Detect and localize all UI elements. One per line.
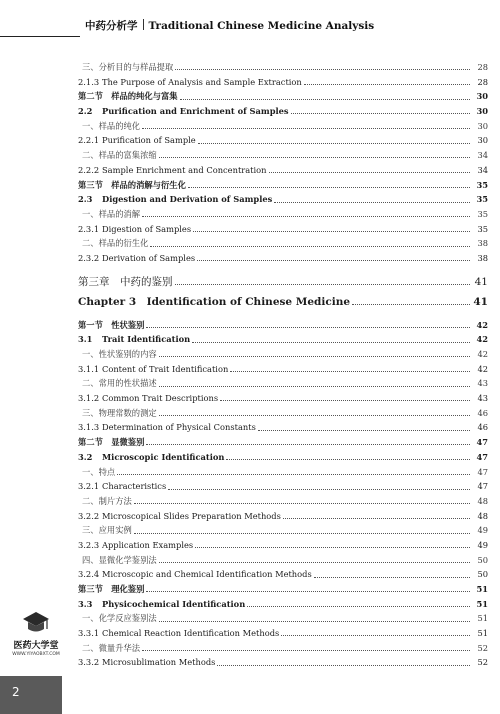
toc-entry-title: 一、性状鉴别的内容 xyxy=(82,349,157,359)
toc-page-number: 50 xyxy=(477,569,488,580)
toc-entry-title: Common Trait Descriptions xyxy=(102,393,219,404)
toc-entry-title: Microscopical Slides Preparation Methods xyxy=(102,510,281,521)
leader-dots xyxy=(281,634,470,636)
toc-page-number: 49 xyxy=(477,525,488,536)
toc-entry[interactable] xyxy=(78,509,488,524)
leader-dots xyxy=(195,546,470,548)
book-title-cn: 中药分析学 xyxy=(85,20,138,32)
toc-entry[interactable] xyxy=(78,119,488,134)
leader-dots xyxy=(314,576,470,578)
toc-entry[interactable] xyxy=(78,582,488,597)
toc-section-number: 3.2.2 xyxy=(78,510,100,521)
toc-entry-title: Purification of Sample xyxy=(102,135,196,146)
toc-entry-title: Physicochemical Identification xyxy=(102,598,246,609)
toc-section-number: 2.2 xyxy=(78,106,93,117)
toc-page-number: 46 xyxy=(477,422,488,433)
toc-entry-title: 二、样品的富集浓缩 xyxy=(82,150,157,161)
toc-entry[interactable] xyxy=(78,567,488,582)
leader-dots xyxy=(159,355,470,357)
toc-entry-title: Microscopic and Chemical Identification Methods xyxy=(102,569,312,580)
page-number: 2 xyxy=(12,685,20,699)
toc-entry-title: 一、特点 xyxy=(82,466,116,477)
toc-page-number: 41 xyxy=(474,275,488,288)
toc-entry[interactable] xyxy=(78,494,488,509)
toc-page-number: 51 xyxy=(476,584,488,594)
leader-dots xyxy=(175,68,470,70)
toc-page-number: 46 xyxy=(477,407,488,418)
toc-entry[interactable] xyxy=(78,655,488,670)
toc-entry-title: 第二节 显微鉴别 xyxy=(78,437,145,448)
toc-section-number: 3.2.4 xyxy=(78,569,100,580)
toc-page-number: 42 xyxy=(477,363,488,374)
toc-entry-title: Digestion of Samples xyxy=(102,223,192,234)
toc-page-number: 28 xyxy=(477,62,488,72)
toc-entry-title: 三、分析目的与样品提取 xyxy=(82,62,174,72)
toc-page-number: 47 xyxy=(476,451,488,462)
toc-entry[interactable] xyxy=(78,479,488,494)
toc-entry-title: 第三章 中药的鉴别 xyxy=(78,275,173,288)
toc-entry[interactable] xyxy=(78,362,488,377)
toc-page-number: 47 xyxy=(477,481,488,492)
toc-entry-title: Digestion and Derivation of Samples xyxy=(102,194,273,205)
leader-dots xyxy=(193,230,470,232)
toc-page-number: 30 xyxy=(476,106,488,117)
toc-chapter-entry[interactable] xyxy=(78,292,488,312)
leader-dots xyxy=(159,620,470,622)
leader-dots xyxy=(192,341,470,343)
toc-entry-title: Chapter 3 Identification of Chinese Medicine xyxy=(78,295,351,308)
toc-page-number: 30 xyxy=(477,120,488,131)
toc-page-number: 51 xyxy=(476,598,488,609)
toc-entry[interactable] xyxy=(78,347,488,362)
toc-entry-title: Content of Trait Identification xyxy=(102,363,229,374)
header-rule xyxy=(0,36,80,37)
leader-dots xyxy=(197,259,470,261)
toc-entry[interactable] xyxy=(78,318,488,333)
leader-dots xyxy=(146,443,470,445)
toc-entry-title: Derivation of Samples xyxy=(102,252,196,263)
toc-entry-title: 二、样品的衍生化 xyxy=(82,238,149,249)
leader-dots xyxy=(247,605,470,607)
toc-entry[interactable] xyxy=(78,104,488,119)
toc-entry[interactable] xyxy=(78,60,488,75)
toc-page-number: 35 xyxy=(476,179,488,190)
toc-page-number: 35 xyxy=(477,223,488,234)
leader-dots xyxy=(217,664,470,666)
toc-entry[interactable] xyxy=(78,523,488,538)
table-of-contents xyxy=(78,60,488,670)
toc-page-number: 42 xyxy=(477,349,488,359)
leader-dots xyxy=(142,127,470,129)
toc-entry[interactable] xyxy=(78,376,488,391)
toc-section-number: 3.2.3 xyxy=(78,539,100,550)
leader-dots xyxy=(134,502,470,504)
toc-page-number: 43 xyxy=(477,378,488,389)
toc-page-number: 41 xyxy=(473,295,488,308)
toc-section-number: 3.2 xyxy=(78,451,93,462)
toc-section-number: 3.3.1 xyxy=(78,628,100,639)
toc-entry-title: 第一节 性状鉴别 xyxy=(78,319,145,330)
toc-entry[interactable] xyxy=(78,148,488,163)
toc-entry[interactable] xyxy=(78,450,488,465)
toc-entry[interactable] xyxy=(78,611,488,626)
toc-entry-title: Application Examples xyxy=(102,539,194,550)
toc-section-number: 2.3 xyxy=(78,194,93,205)
toc-entry-title: 四、显微化学鉴别法 xyxy=(82,554,157,565)
toc-entry[interactable] xyxy=(78,236,488,251)
toc-entry-title: 三、应用实例 xyxy=(82,525,132,536)
toc-page-number: 48 xyxy=(477,510,488,521)
leader-dots xyxy=(146,326,470,328)
toc-page-number: 30 xyxy=(477,135,488,146)
leader-dots xyxy=(188,186,470,188)
toc-entry[interactable] xyxy=(78,597,488,612)
toc-page-number: 35 xyxy=(476,194,488,205)
leader-dots xyxy=(269,171,470,173)
toc-entry-title: 一、样品的纯化 xyxy=(82,120,141,131)
toc-entry[interactable] xyxy=(78,435,488,450)
toc-entry-title: Determination of Physical Constants xyxy=(102,422,256,433)
leader-dots xyxy=(352,303,470,305)
toc-entry[interactable] xyxy=(78,133,488,148)
toc-entry-title: 第三节 理化鉴别 xyxy=(78,584,145,594)
toc-page-number: 30 xyxy=(476,91,488,102)
toc-page-number: 52 xyxy=(477,657,488,668)
toc-entry-title: 二、制片方法 xyxy=(82,495,132,506)
toc-entry[interactable] xyxy=(78,626,488,641)
toc-entry-title: 第二节 样品的纯化与富集 xyxy=(78,91,178,102)
toc-section-number: 2.3.1 xyxy=(78,223,100,234)
toc-page-number: 43 xyxy=(477,393,488,404)
toc-entry[interactable] xyxy=(78,391,488,406)
toc-entry[interactable] xyxy=(78,207,488,222)
leader-dots xyxy=(274,201,470,203)
leader-dots xyxy=(159,156,470,158)
leader-dots xyxy=(175,283,471,285)
toc-page-number: 42 xyxy=(476,334,488,345)
toc-entry-title: Characteristics xyxy=(102,481,167,492)
graduation-cap-icon xyxy=(22,610,50,636)
toc-entry-title: 二、微量升华法 xyxy=(82,642,141,653)
leader-dots xyxy=(198,142,470,144)
toc-entry[interactable] xyxy=(78,406,488,421)
leader-dots xyxy=(220,399,470,401)
toc-page-number: 35 xyxy=(477,208,488,219)
toc-page-number: 38 xyxy=(477,238,488,249)
toc-page-number: 47 xyxy=(476,437,488,448)
leader-dots xyxy=(168,488,470,490)
publisher-logo xyxy=(8,608,64,668)
toc-section-number: 3.1.1 xyxy=(78,363,100,374)
toc-entry-title: Chemical Reaction Identification Methods xyxy=(102,628,280,639)
leader-dots xyxy=(283,517,470,519)
toc-entry-title: Microsublimation Methods xyxy=(102,657,216,668)
leader-dots xyxy=(146,590,470,592)
toc-entry[interactable] xyxy=(78,553,488,568)
leader-dots xyxy=(150,245,470,247)
toc-page-number: 52 xyxy=(477,642,488,653)
toc-entry[interactable] xyxy=(78,465,488,480)
toc-page-number: 49 xyxy=(477,539,488,550)
toc-entry-title: Sample Enrichment and Concentration xyxy=(102,164,267,175)
toc-page-number: 38 xyxy=(477,252,488,263)
leader-dots xyxy=(159,414,470,416)
toc-entry[interactable] xyxy=(78,163,488,178)
toc-entry-title: 一、样品的消解 xyxy=(82,208,141,219)
leader-dots xyxy=(159,561,470,563)
leader-dots xyxy=(142,215,470,217)
toc-section-number: 2.2.2 xyxy=(78,164,100,175)
toc-entry[interactable] xyxy=(78,538,488,553)
toc-page-number: 34 xyxy=(477,164,488,175)
toc-section-number: 3.1.3 xyxy=(78,422,100,433)
toc-page-number: 51 xyxy=(477,613,488,624)
leader-dots xyxy=(134,532,470,534)
toc-section-number: 3.1 xyxy=(78,334,93,345)
toc-section-number: 3.2.1 xyxy=(78,481,100,492)
logo-name: 医药大学堂 xyxy=(13,641,59,651)
toc-section-number: 2.2.1 xyxy=(78,135,100,146)
toc-entry-title: 三、物理常数的测定 xyxy=(82,407,157,418)
toc-page-number: 34 xyxy=(477,150,488,161)
toc-page-number: 51 xyxy=(477,628,488,639)
page-number-box xyxy=(0,676,62,714)
toc-entry[interactable] xyxy=(78,178,488,193)
logo-url: WWW.YIYAOBXT.COM xyxy=(12,652,60,657)
leader-dots xyxy=(142,649,470,651)
book-title-en: Traditional Chinese Medicine Analysis xyxy=(148,20,375,32)
leader-dots xyxy=(258,429,470,431)
toc-page-number: 42 xyxy=(476,319,488,330)
toc-entry[interactable] xyxy=(78,332,488,347)
toc-section-number: 3.3.2 xyxy=(78,657,100,668)
toc-entry-title: 二、常用的性状描述 xyxy=(82,378,157,389)
toc-entry[interactable] xyxy=(78,192,488,207)
leader-dots xyxy=(226,458,470,460)
toc-section-number: 3.1.2 xyxy=(78,393,100,404)
toc-entry-title: Microscopic Identification xyxy=(102,451,225,462)
toc-entry[interactable] xyxy=(78,75,488,90)
toc-section-number: 2.3.2 xyxy=(78,252,100,263)
toc-chapter-entry[interactable] xyxy=(78,272,488,292)
toc-section-number: 2.1.3 xyxy=(78,76,100,87)
leader-dots xyxy=(180,98,470,100)
toc-entry[interactable] xyxy=(78,420,488,435)
toc-entry-title: The Purpose of Analysis and Sample Extraction xyxy=(102,76,302,87)
toc-page-number: 48 xyxy=(477,495,488,506)
toc-entry[interactable] xyxy=(78,89,488,104)
leader-dots xyxy=(117,473,470,475)
toc-section-number: 3.3 xyxy=(78,598,93,609)
toc-page-number: 28 xyxy=(477,76,488,87)
toc-entry[interactable] xyxy=(78,251,488,266)
toc-entry-title: 第三节 样品的消解与衍生化 xyxy=(78,179,186,190)
toc-entry-title: Purification and Enrichment of Samples xyxy=(102,106,289,117)
toc-entry[interactable] xyxy=(78,222,488,237)
leader-dots xyxy=(291,112,470,114)
toc-entry-title: Trait Identification xyxy=(102,334,191,345)
page-header xyxy=(0,0,500,44)
title-separator xyxy=(143,19,144,30)
leader-dots xyxy=(159,385,470,387)
toc-entry[interactable] xyxy=(78,641,488,656)
leader-dots xyxy=(230,370,470,372)
toc-entry-title: 一、化学反应鉴别法 xyxy=(82,613,157,624)
toc-page-number: 47 xyxy=(477,466,488,477)
leader-dots xyxy=(304,83,470,85)
toc-page-number: 50 xyxy=(477,554,488,565)
running-title xyxy=(85,18,374,33)
